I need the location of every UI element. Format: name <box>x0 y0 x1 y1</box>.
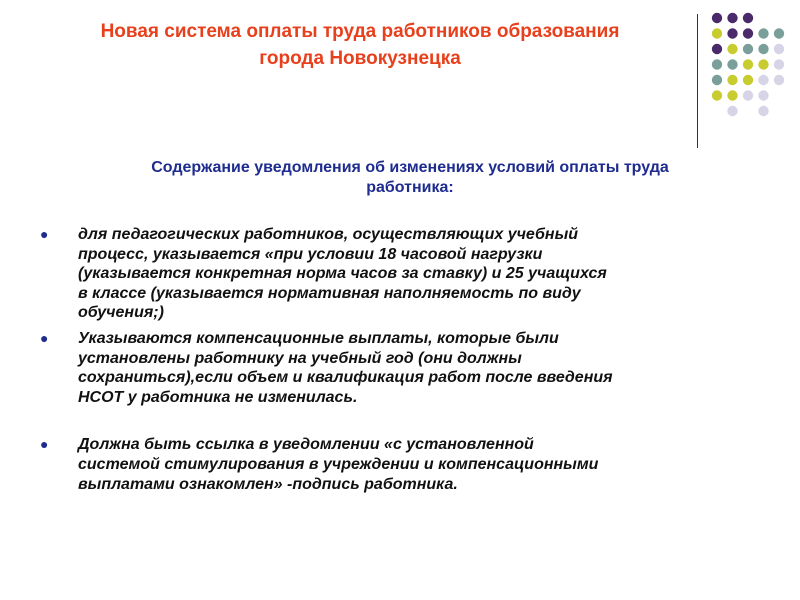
decorative-dot <box>758 106 768 116</box>
decorative-dot <box>727 28 737 38</box>
decorative-dot <box>727 106 737 116</box>
decorative-dot <box>743 13 753 23</box>
decorative-dot <box>758 59 768 69</box>
bullet-line: выплатами ознакомлен» -подпись работника. <box>78 475 458 493</box>
decorative-dot <box>743 44 753 54</box>
decorative-dot <box>712 90 722 100</box>
decorative-dot <box>743 59 753 69</box>
bullet-marker-icon: ● <box>40 226 49 242</box>
decorative-dot <box>774 59 784 69</box>
decorative-dot <box>727 44 737 54</box>
title-line: города Новокузнецка <box>259 48 461 69</box>
title-line: Новая система оплаты труда работников образования <box>100 21 620 42</box>
decorative-dot-grid <box>0 0 800 150</box>
bullet-line: процесс, указывается «при условии 18 часовой нагрузки <box>78 245 543 263</box>
decorative-dot <box>712 13 722 23</box>
bullet-line: НСОТ у работника не изменилась. <box>78 388 358 406</box>
subtitle-line: работника: <box>366 179 454 196</box>
decorative-dot <box>758 28 768 38</box>
bullet-marker-icon: ● <box>40 436 49 453</box>
decorative-dot <box>774 44 784 54</box>
decorative-dot <box>774 28 784 38</box>
subtitle-line: Содержание уведомления об изменениях условий оплаты труда <box>151 159 669 176</box>
slide-subtitle <box>60 158 760 198</box>
decorative-dot <box>727 90 737 100</box>
bullet-line: системой стимулирования в учреждении и компенсационными <box>78 455 599 473</box>
bullet-line: установлены работнику на учебный год (они должны <box>78 349 522 367</box>
decorative-dot <box>712 59 722 69</box>
bullet-line: для педагогических работников, осуществляющих учебный <box>78 226 579 243</box>
bullet-marker-icon: ● <box>40 329 49 346</box>
bullet-list <box>40 225 760 494</box>
decorative-dot <box>712 44 722 54</box>
bullet-item <box>40 225 760 323</box>
bullet-line: обучения;) <box>78 304 164 322</box>
bullet-line: Должна быть ссылка в уведомлении «с установленной <box>78 436 534 454</box>
bullet-line: Указываются компенсационные выплаты, которые были <box>78 329 559 347</box>
decorative-dot <box>743 75 753 85</box>
decorative-dot <box>712 75 722 85</box>
decorative-dot <box>774 75 784 85</box>
decorative-dot <box>712 28 722 38</box>
bullet-line: в классе (указывается нормативная наполняемость по виду <box>78 284 581 302</box>
decorative-dot <box>727 75 737 85</box>
bullet-line: (указывается конкретная норма часов за ставку) и 25 учащихся <box>78 265 607 283</box>
bullet-item <box>40 435 760 494</box>
decorative-dot <box>758 75 768 85</box>
bullet-line: сохраниться),если объем и квалификация работ после введения <box>78 369 613 387</box>
decorative-dot <box>758 44 768 54</box>
decorative-dot <box>727 13 737 23</box>
decorative-dot <box>743 90 753 100</box>
decorative-dot <box>727 59 737 69</box>
decorative-dot <box>743 28 753 38</box>
bullet-item <box>40 329 760 407</box>
decorative-dot <box>758 90 768 100</box>
